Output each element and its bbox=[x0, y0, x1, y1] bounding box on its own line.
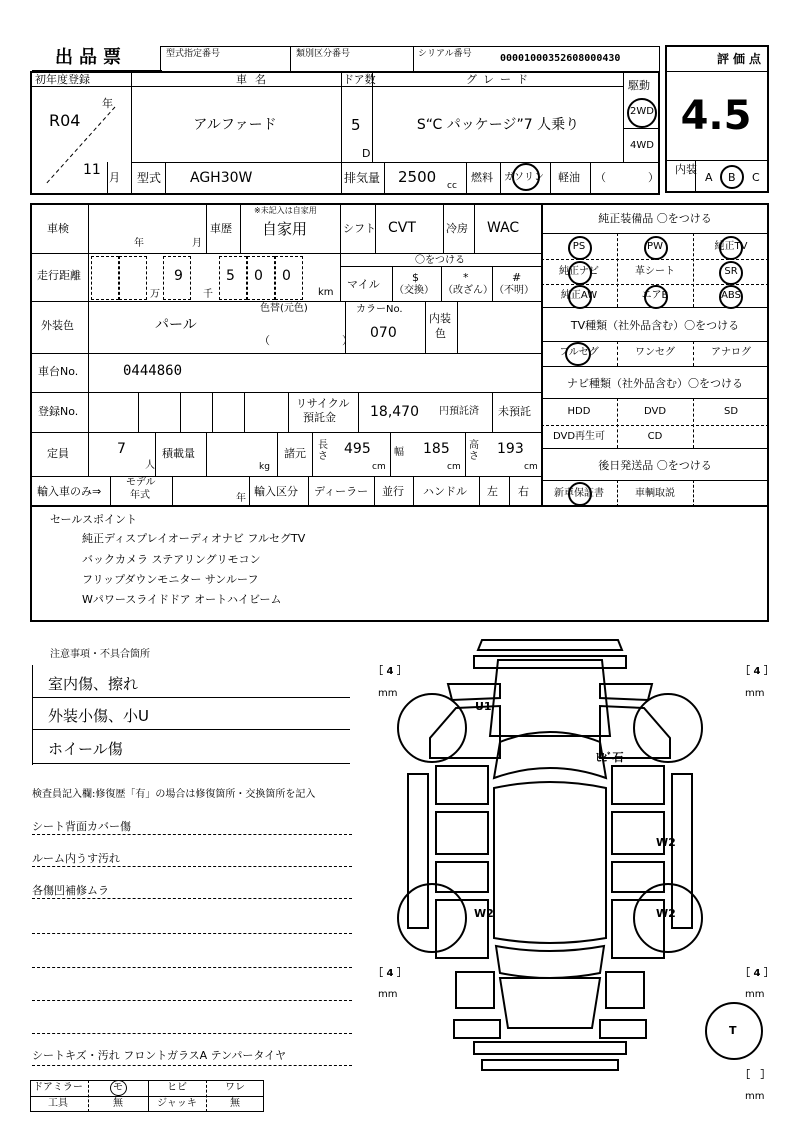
man-unit: 万 bbox=[150, 289, 160, 300]
inspection-label: 車検 bbox=[47, 222, 69, 235]
sales-point-line: 純正ディスプレイオーディオナビ フルセグTV bbox=[82, 532, 306, 545]
handle-left: 左 bbox=[487, 485, 498, 498]
tools-value: 無 bbox=[113, 1098, 123, 1109]
equip-aw-circle bbox=[568, 285, 592, 309]
damage-mark-u1: U1 bbox=[475, 700, 492, 713]
drive-label: 駆動 bbox=[628, 79, 650, 92]
navi-hdd: HDD bbox=[567, 406, 591, 417]
door-mirror-label: ドアミラー bbox=[33, 1082, 83, 1093]
mileage-digit-5: 0 bbox=[254, 268, 263, 284]
inspector-bottom-line: シートキズ・汚れ フロントガラスA テンパータイヤ bbox=[32, 1049, 287, 1062]
handle-right: 右 bbox=[518, 485, 529, 498]
model-value: AGH30W bbox=[190, 170, 253, 186]
chassis-label: 車台No. bbox=[38, 365, 79, 378]
break-label: ワレ bbox=[225, 1082, 245, 1093]
fuel-gasoline: ガソリン bbox=[504, 172, 544, 183]
chassis-value: 0444860 bbox=[123, 363, 183, 379]
equip-ps: PS bbox=[572, 241, 586, 252]
navi-cd: CD bbox=[647, 431, 663, 442]
later-title: 後日発送品 〇をつける bbox=[598, 459, 712, 472]
tv-fullseg-circle bbox=[565, 342, 591, 366]
equip-sr: SR bbox=[724, 266, 738, 277]
equip-navi: 純正ナビ bbox=[559, 266, 599, 277]
equip-abs: ABS bbox=[721, 290, 741, 301]
color-no-value: 070 bbox=[370, 325, 397, 341]
mm-unit-fr: mm bbox=[745, 688, 765, 699]
load-label: 積載量 bbox=[162, 447, 195, 460]
navi-dvd: DVD bbox=[643, 406, 667, 417]
equip-tv-circle bbox=[719, 236, 743, 260]
model-year-label: モデル bbox=[126, 477, 156, 488]
equip-aw: 純正AW bbox=[560, 290, 598, 301]
displacement-value: 2500 bbox=[398, 168, 437, 186]
note-line: ホイール傷 bbox=[48, 740, 123, 758]
color-paren-open: （ bbox=[259, 334, 270, 347]
car-diagram bbox=[370, 628, 790, 1128]
tv-fullseg: フルセグ bbox=[559, 347, 599, 358]
equip-pw-circle bbox=[644, 236, 668, 260]
mm-unit-spare: mm bbox=[745, 1091, 765, 1102]
km-unit: km bbox=[318, 287, 334, 298]
model-label: 型式 bbox=[137, 171, 162, 185]
length-value: 495 bbox=[344, 441, 371, 457]
inspection-year-unit: 年 bbox=[134, 238, 144, 249]
exchange-symbol: $ bbox=[412, 271, 419, 284]
history-label: 車歴 bbox=[210, 222, 232, 235]
tread-depth-fr: ［ 4 ］ bbox=[740, 666, 774, 677]
jack-value: 無 bbox=[230, 1098, 240, 1109]
mileage-digit-3: 9 bbox=[174, 268, 183, 284]
mm-unit-rl: mm bbox=[378, 989, 398, 1000]
import-type-label: 輸入区分 bbox=[254, 485, 298, 498]
crack-label: ヒビ bbox=[167, 1082, 187, 1093]
inspection-month-unit: 月 bbox=[192, 238, 202, 249]
tread-depth-rl: ［ 4 ］ bbox=[373, 968, 407, 979]
height-value: 193 bbox=[497, 441, 524, 457]
inspector-line: シート背面カバー傷 bbox=[32, 820, 131, 833]
form-title: 出品票 bbox=[55, 47, 127, 68]
mileage-label: 走行距離 bbox=[37, 269, 81, 282]
paren-open: （ bbox=[595, 171, 606, 184]
equip-tv: 純正TV bbox=[714, 241, 748, 252]
width-value: 185 bbox=[423, 441, 450, 457]
model-year-unit: 年 bbox=[236, 493, 246, 504]
mile-option: マイル bbox=[347, 278, 380, 291]
dealer-option: ディーラー bbox=[314, 485, 369, 498]
recycle-label: リサイクル bbox=[296, 397, 350, 410]
recycle-unit: 円預託済 bbox=[439, 406, 479, 417]
interior-grade-b: B bbox=[728, 171, 736, 184]
equip-ps-circle bbox=[568, 236, 592, 260]
tread-depth-rr: ［ 4 ］ bbox=[740, 968, 774, 979]
damage-mark-chip: ﾋﾋﾞ石 bbox=[596, 751, 624, 764]
mileage-digit-4: 5 bbox=[226, 268, 235, 284]
first-reg-year: R04 bbox=[49, 111, 81, 130]
displacement-label: 排気量 bbox=[344, 171, 381, 185]
tools-label: 工具 bbox=[48, 1098, 68, 1109]
ac-label: 冷房 bbox=[446, 222, 468, 235]
drive-4wd: 4WD bbox=[630, 140, 654, 151]
navi-sd: SD bbox=[723, 406, 739, 417]
shift-value: CVT bbox=[388, 220, 416, 236]
ac-value: WAC bbox=[487, 220, 520, 236]
exchange-option: （交換） bbox=[394, 285, 434, 296]
inspector-label: 検査員記入欄:修復歴「有」の場合は修復箇所・交換箇所を記入 bbox=[32, 789, 316, 800]
recycle-label-2: 預託金 bbox=[303, 411, 336, 424]
damage-mark-w2-lr: W2 bbox=[474, 907, 494, 920]
person-unit: 人 bbox=[145, 460, 155, 471]
doors-value: 5 bbox=[351, 116, 361, 134]
evaluation-score: 4.5 bbox=[680, 93, 752, 139]
interior-label: 内装 bbox=[675, 163, 697, 176]
notes-label: 注意事項・不具合箇所 bbox=[50, 649, 150, 660]
year-unit: 年 bbox=[102, 97, 113, 110]
first-reg-month: 11 bbox=[83, 162, 101, 178]
tv-analog: アナログ bbox=[711, 347, 751, 358]
tv-oneseg: ワンセグ bbox=[635, 347, 675, 358]
model-year-label-2: 年式 bbox=[130, 490, 150, 501]
navi-dvd-play: DVD再生可 bbox=[552, 431, 606, 442]
door-mirror-value: モ bbox=[113, 1082, 123, 1093]
grade-label: グレード bbox=[466, 73, 534, 86]
sales-point-line: フリップダウンモニター サンルーフ bbox=[82, 573, 259, 586]
tv-title: TV種類（社外品含む）〇をつける bbox=[570, 319, 740, 332]
ext-color-label: 外装色 bbox=[41, 319, 74, 332]
cc-unit: cc bbox=[447, 181, 457, 191]
capacity-value: 7 bbox=[117, 441, 126, 457]
equipment-title: 純正装備品 〇をつける bbox=[598, 212, 712, 225]
equip-leather: 革シート bbox=[635, 266, 675, 277]
history-value: 自家用 bbox=[262, 220, 308, 238]
unknown-symbol: # bbox=[512, 271, 522, 284]
not-deposited: 未預託 bbox=[498, 405, 531, 418]
mileage-circle-note: 〇をつける bbox=[415, 255, 465, 266]
equip-abs-circle bbox=[719, 285, 743, 309]
recycle-value: 18,470 bbox=[370, 404, 419, 420]
tread-depth-spare: ［ ］ bbox=[740, 1070, 771, 1081]
kg-unit: kg bbox=[259, 462, 270, 472]
serial-label: シリアル番号 bbox=[418, 49, 472, 59]
height-label: 高さ bbox=[469, 440, 479, 462]
color-no-label: カラーNo. bbox=[356, 304, 403, 315]
unknown-option: （不明） bbox=[494, 285, 534, 296]
car-name: アルファード bbox=[193, 117, 277, 133]
inspector-line: 各傷凹補修ムラ bbox=[32, 884, 109, 897]
door-type: D bbox=[362, 147, 371, 160]
navi-title: ナビ種類（社外品含む）〇をつける bbox=[567, 377, 743, 390]
cm-unit-width: cm bbox=[447, 462, 461, 472]
equip-pw: PW bbox=[647, 241, 663, 252]
damage-mark-w2-rr: W2 bbox=[656, 907, 676, 920]
model-designation-label: 型式指定番号 bbox=[166, 49, 221, 59]
shift-label: シフト bbox=[343, 222, 376, 235]
drive-2wd: 2WD bbox=[630, 106, 654, 117]
grade-value: S“C パッケージ”7 人乗り bbox=[416, 117, 580, 133]
doors-label: ドア数 bbox=[343, 73, 376, 86]
int-color-label: 内装 bbox=[429, 312, 451, 325]
reg-no-label: 登録No. bbox=[38, 405, 79, 418]
score-label: 評価点 bbox=[717, 52, 766, 66]
ext-color-value: パール bbox=[155, 317, 197, 333]
interior-grade-a: A bbox=[705, 171, 713, 184]
mm-unit-rr: mm bbox=[745, 989, 765, 1000]
sales-point-line: Wパワースライドドア オートハイビーム bbox=[82, 593, 282, 606]
int-color-label-2: 色 bbox=[435, 327, 446, 340]
dims-label: 諸元 bbox=[284, 447, 306, 460]
jack-label: ジャッキ bbox=[157, 1098, 197, 1109]
fuel-label: 燃料 bbox=[471, 171, 493, 184]
color-paren-close: ） bbox=[342, 334, 353, 347]
spare-tire-mark: T bbox=[729, 1024, 737, 1037]
width-label: 幅 bbox=[394, 447, 404, 458]
parallel-option: 並行 bbox=[382, 485, 404, 498]
sen-unit: 千 bbox=[203, 289, 213, 300]
car-name-label: 車名 bbox=[236, 73, 274, 86]
import-label: 輸入車のみ⇒ bbox=[37, 485, 102, 498]
fuel-diesel: 軽油 bbox=[558, 171, 580, 184]
serial-number: 00001000352608000430 bbox=[500, 53, 621, 64]
paren-close: ） bbox=[648, 171, 659, 184]
note-line: 外装小傷、小U bbox=[48, 707, 149, 725]
note-line: 室内傷、擦れ bbox=[48, 675, 139, 693]
tampered-option: （改ざん） bbox=[443, 285, 493, 296]
inspector-line: ルーム内うす汚れ bbox=[32, 852, 120, 865]
capacity-label: 定員 bbox=[47, 447, 69, 460]
interior-grade-c: C bbox=[752, 171, 760, 184]
history-note: ※未記入は自家用 bbox=[254, 206, 317, 215]
length-label: 長さ bbox=[318, 440, 328, 462]
handle-label: ハンドル bbox=[423, 485, 467, 498]
equip-sr-circle bbox=[719, 261, 743, 285]
sales-points-label: セールスポイント bbox=[50, 513, 138, 526]
cm-unit-height: cm bbox=[524, 462, 538, 472]
equip-navi-circle bbox=[568, 261, 592, 285]
mirror-circle bbox=[110, 1080, 127, 1096]
mileage-digit-6: 0 bbox=[282, 268, 291, 284]
equip-airbag-circle bbox=[641, 285, 669, 309]
later-warranty-circle bbox=[568, 482, 592, 506]
tampered-symbol: * bbox=[463, 271, 469, 284]
month-unit: 月 bbox=[109, 171, 120, 184]
color-change-label: 色替(元色) bbox=[260, 303, 308, 314]
tread-depth-fl: ［ 4 ］ bbox=[373, 666, 407, 677]
first-reg-label: 初年度登録 bbox=[35, 73, 90, 86]
later-manual: 車輌取説 bbox=[635, 488, 675, 499]
later-warranty: 新車保証書 bbox=[554, 488, 604, 499]
cm-unit-length: cm bbox=[372, 462, 386, 472]
date-slash bbox=[40, 95, 120, 190]
sales-point-line: バックカメラ ステアリングリモコン bbox=[82, 553, 261, 566]
mm-unit-fl: mm bbox=[378, 688, 398, 699]
category-label: 類別区分番号 bbox=[296, 49, 351, 59]
equip-airbag: エアB bbox=[641, 290, 669, 301]
damage-mark-w2-rf: W2 bbox=[656, 836, 676, 849]
